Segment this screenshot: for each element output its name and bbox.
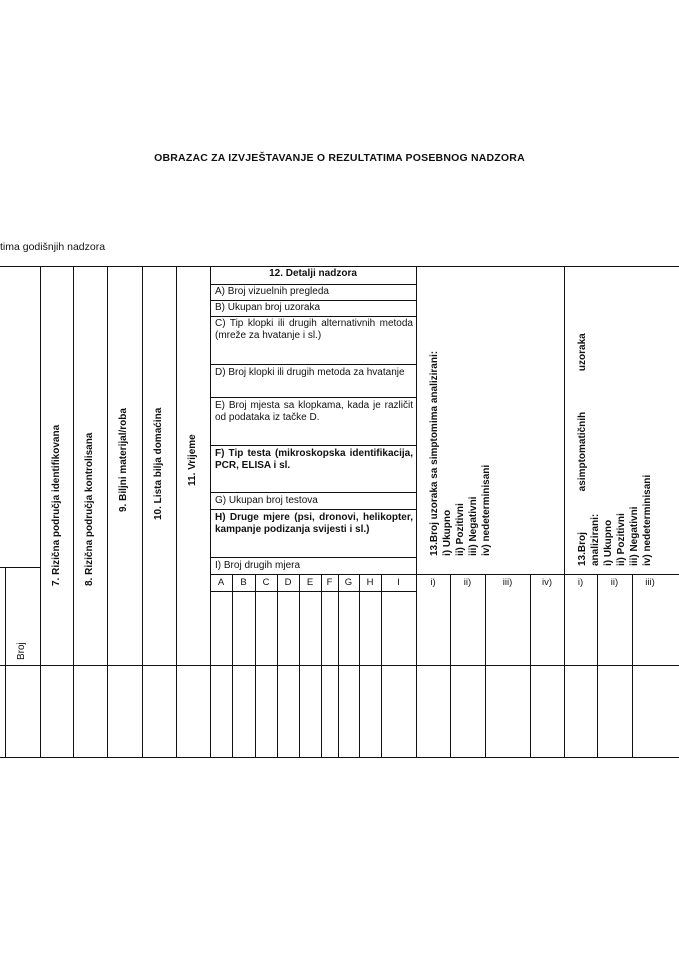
row-line — [210, 284, 416, 285]
col-line — [176, 266, 177, 757]
letter-d: D — [284, 577, 292, 588]
row-line — [210, 574, 416, 575]
item-d: D) Broj klopki ili drugih metoda za hvatanje — [215, 367, 405, 378]
s13b-sub-iii: iii) — [645, 577, 655, 588]
row-line — [564, 574, 679, 575]
s13b-title: 13.Broj asimptomatičnih uzoraka — [577, 333, 588, 566]
col-line — [40, 266, 41, 757]
s13b-analizirani: analizirani: — [590, 513, 601, 566]
s13a-title: 13.Broj uzoraka sa simptomima analizirani: — [429, 350, 440, 556]
col-header-rizicna-kontrolisana: 8. Rizična područja kontrolisana — [84, 432, 95, 586]
row-line — [210, 445, 416, 446]
s13a-sub-iii: iii) — [502, 577, 513, 588]
col-line — [530, 574, 531, 757]
col-line — [210, 266, 211, 757]
s13a-sub-i: i) — [430, 577, 436, 588]
s13a-sub-ii: ii) — [463, 577, 472, 588]
item-e: E) Broj mjesta sa klopkama, kada je različit od podataka iz tačke D. — [215, 400, 413, 423]
col-line — [107, 266, 108, 757]
letter-a: A — [217, 577, 225, 588]
letter-f: F — [326, 577, 333, 588]
row-line — [210, 316, 416, 317]
col-line — [338, 574, 339, 757]
row-line — [210, 492, 416, 493]
row-line — [210, 509, 416, 510]
col-line — [564, 266, 565, 757]
col-header-vrijeme: 11. Vrijeme — [187, 434, 198, 486]
letter-b: B — [240, 577, 247, 588]
form-title: OBRAZAC ZA IZVJEŠTAVANJE O REZULTATIMA POSEBNOG NADZORA — [154, 152, 525, 164]
row-line — [210, 557, 416, 558]
row-line — [210, 591, 416, 592]
col-line — [450, 574, 451, 757]
col-line — [321, 574, 322, 757]
s13b-pozitivni: ii) Pozitivni — [616, 513, 627, 566]
letter-g: G — [344, 577, 353, 588]
row-line — [210, 364, 416, 365]
s13b-sub-i: i) — [577, 577, 584, 588]
item-g: G) Ukupan broj testova — [215, 495, 318, 506]
col-line — [232, 574, 233, 757]
table-body-divider — [0, 665, 679, 666]
s13b-sub-ii: ii) — [610, 577, 619, 588]
item-i: I) Broj drugih mjera — [215, 560, 301, 571]
item-f: F) Tip testa (mikroskopska identifikacija, PCR, ELISA i sl. — [215, 448, 413, 471]
section12-header: 12. Detalji nadzora — [269, 268, 357, 279]
s13b-ukupno: i) Ukupno — [603, 519, 614, 566]
col-header-rizicna-identifikovana: 7. Rizična područja identifikovana — [51, 424, 62, 586]
row-line — [210, 397, 416, 398]
s13a-sub-iv: iv) — [541, 577, 553, 588]
col-line — [277, 574, 278, 757]
letter-h: H — [366, 577, 374, 588]
col-line — [485, 574, 486, 757]
s13a-pozitivni: ii) Pozitivni — [455, 503, 466, 556]
section-subtitle: tima godišnjih nadzora — [0, 241, 106, 253]
s13b-nedeterminisani: iv) nedeterminisani — [642, 474, 653, 566]
row-line — [416, 574, 564, 575]
col-line — [73, 266, 74, 757]
item-a: A) Broj vizuelnih pregleda — [215, 286, 329, 297]
col-line — [255, 574, 256, 757]
col-header-broj: Broj — [16, 642, 27, 660]
s13a-ukupno: i) Ukupno — [442, 509, 453, 556]
s13b-negativni: iii) Negativni — [629, 506, 640, 566]
table-bottom-border — [0, 757, 679, 758]
s13a-nedeterminisani: iv) nedeterminisani — [481, 464, 492, 556]
col-line — [359, 574, 360, 757]
col-header-lista-bilja: 10. Lista bilja domaćina — [153, 407, 164, 520]
letter-e: E — [306, 577, 314, 588]
table-top-border — [0, 266, 679, 267]
col-line — [416, 266, 417, 757]
row-line — [210, 300, 416, 301]
col-line — [381, 574, 382, 757]
item-h: H) Druge mjere (psi, dronovi, helikopter, kampanje podizanja svijesti i sl.) — [215, 512, 413, 535]
col-line — [299, 574, 300, 757]
item-c: C) Tip klopki ili drugih alternativnih metoda (mreže za hvatanje i sl.) — [215, 318, 413, 341]
letter-i: I — [397, 577, 400, 588]
col-line — [5, 567, 6, 757]
s13a-negativni: iii) Negativni — [468, 496, 479, 556]
broj-header-line — [0, 567, 40, 568]
col-header-biljni-materijal: 9. Biljni materijal/roba — [118, 408, 129, 512]
col-line — [142, 266, 143, 757]
col-line — [597, 574, 598, 757]
letter-c: C — [262, 577, 270, 588]
item-b: B) Ukupan broj uzoraka — [215, 302, 321, 313]
col-line — [632, 574, 633, 757]
